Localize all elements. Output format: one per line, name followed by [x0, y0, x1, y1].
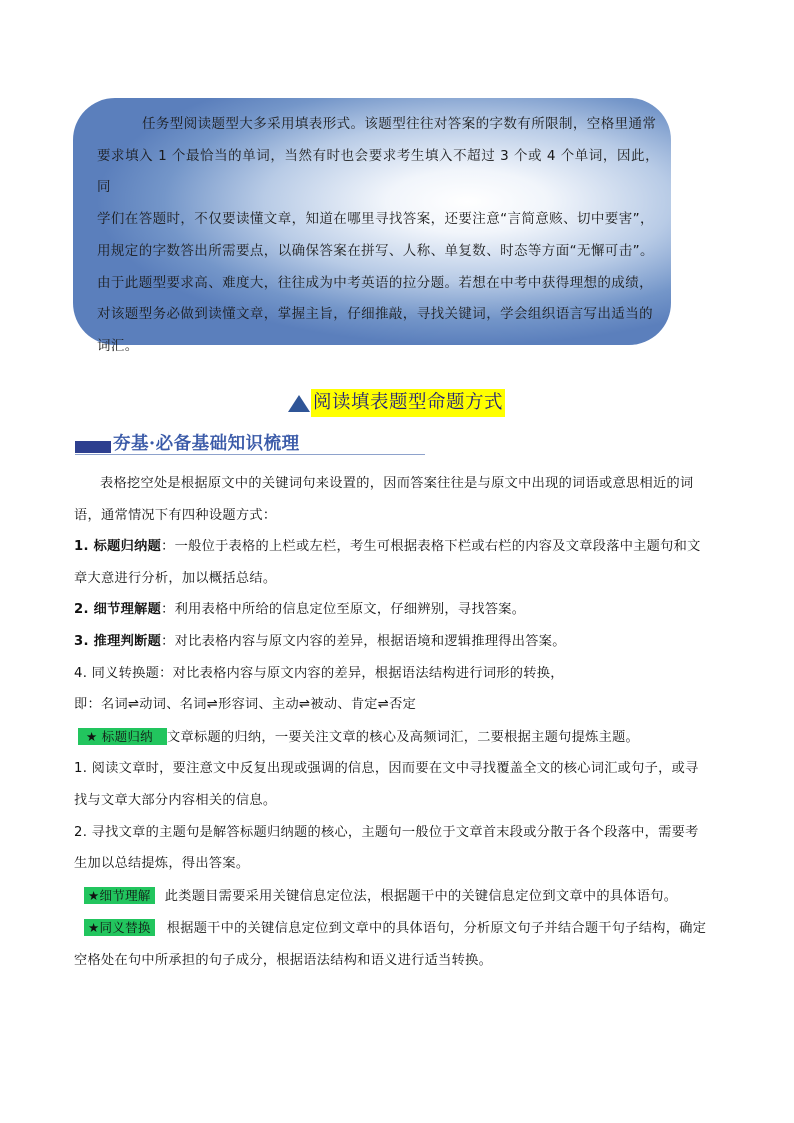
tag-text: 此类题目需要采用关键信息定位法，根据题干中的关键信息定位到文章中的具体语句。	[164, 888, 678, 904]
item-label: 1. 标题归纳题	[74, 539, 162, 555]
subsection-heading-text: 夯基·必备基础知识梳理	[113, 434, 300, 454]
tag-label: ★同义替换	[84, 919, 155, 936]
intro-line: 要求填入 1 个最恰当的单词，当然有时也会要求考生填入不超过 3 个或 4 个单词，因此，同	[97, 147, 659, 196]
tag-paragraph	[74, 721, 722, 754]
text-line: 1. 阅读文章时，要注意文中反复出现或强调的信息，因而要在文中寻找覆盖全文的核心词汇或句子，或寻	[74, 761, 699, 777]
paragraph	[74, 848, 722, 880]
list-item	[74, 531, 722, 563]
text-line: 表格挖空处是根据原文中的关键词句来设置的，因而答案往往是与原文中出现的词语或意思相近的词	[100, 476, 694, 491]
list-item-cont	[74, 563, 722, 595]
heading-bar-decoration	[75, 441, 111, 453]
text-line: 语，通常情况下有四种设题方式：	[74, 507, 277, 523]
intro-line: 用规定的字数答出所需要点，以确保答案在拼写、人称、单复数、时态等方面“无懈可击”。	[97, 242, 654, 259]
body-text	[74, 468, 722, 977]
section-title	[288, 388, 505, 418]
item-text: ：对比表格内容与原文内容的差异，根据语法结构进行词形的转换，	[159, 665, 564, 681]
paragraph	[74, 753, 722, 785]
paragraph	[74, 817, 722, 849]
text-line: 找与文章大部分内容相关的信息。	[74, 792, 277, 808]
text-line: 生加以总结提炼，得出答案。	[74, 856, 250, 872]
tag-label: ★细节理解	[84, 887, 155, 904]
tag-text: 根据题干中的关键信息定位到文章中的具体语句，分析原文句子并结合题干句子结构，确定	[166, 921, 707, 937]
item-text: 章大意进行分析，加以概括总结。	[74, 570, 277, 586]
intro-line: 对该题型务必做到读懂文章，掌握主旨，仔细推敲，寻找关键词，学会组织语言写出适当的	[97, 306, 653, 323]
text-line: 空格处在句中所承担的句子成分，根据语法结构和语义进行适当转换。	[74, 952, 493, 968]
item-label: 3. 推理判断题	[74, 633, 162, 649]
paragraph	[74, 468, 722, 500]
list-item	[74, 594, 722, 626]
text-line: 2. 寻找文章的主题句是解答标题归纳题的核心，主题句一般位于文章首末段或分散于各个段落中，需要考	[74, 824, 699, 840]
paragraph	[74, 945, 722, 977]
intro-line: 学们在答题时，不仅要读懂文章，知道在哪里寻找答案，还要注意“言简意赅、切中要害”，	[97, 211, 654, 228]
intro-line: 任务型阅读题型大多采用填表形式。该题型往往对答案的字数有所限制，空格里通常	[142, 116, 657, 132]
paragraph	[74, 500, 722, 532]
triangle-icon	[288, 395, 310, 412]
intro-callout	[73, 98, 671, 354]
item-label: 2. 细节理解题	[74, 602, 162, 618]
list-item-cont	[74, 689, 722, 721]
list-item	[74, 658, 722, 690]
item-text: ：一般位于表格的上栏或左栏，考生可根据表格下栏或右栏的内容及文章段落中主题句和文	[161, 539, 701, 555]
tag-text: 文章标题的归纳，一要关注文章的核心及高频词汇，二要根据主题句提炼主题。	[166, 729, 640, 745]
item-label: 4. 同义转换题	[74, 665, 160, 681]
tag-paragraph	[74, 880, 722, 913]
intro-line: 由于此题型要求高、难度大，往往成为中考英语的拉分题。若想在中考中获得理想的成绩，	[97, 274, 653, 291]
list-item	[74, 626, 722, 658]
item-text: ：利用表格中所给的信息定位至原文，仔细辨别，寻找答案。	[161, 602, 526, 618]
tag-paragraph	[74, 912, 722, 945]
item-text: 即：名词⇌动词、名词⇌形容词、主动⇌被动、肯定⇌否定	[74, 697, 417, 713]
tag-label: ★ 标题归纳	[78, 728, 167, 745]
section-title-text: 阅读填表题型命题方式	[311, 389, 505, 417]
subsection-heading	[75, 430, 435, 456]
intro-line: 词汇。	[97, 337, 139, 354]
item-text: ：对比表格内容与原文内容的差异，根据语境和逻辑推理得出答案。	[161, 633, 566, 649]
paragraph	[74, 785, 722, 817]
